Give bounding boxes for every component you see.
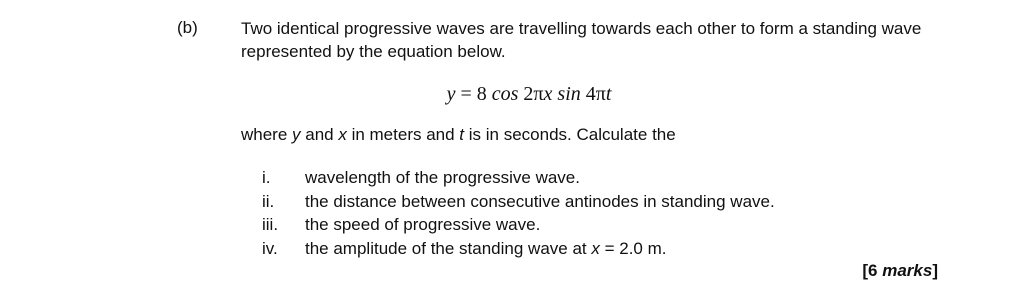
- item-number: iv.: [262, 238, 278, 258]
- equation-sin-arg-num: 4π: [585, 83, 606, 105]
- where-text-3: in meters and: [346, 125, 460, 144]
- item-var-x: x: [591, 238, 600, 258]
- where-var-t: t: [459, 125, 465, 144]
- item-text: the distance between consecutive antinodes in standing wave.: [305, 191, 775, 211]
- equation-cos-arg-num: 2π: [523, 83, 544, 105]
- item-number: ii.: [262, 191, 275, 211]
- question-intro: Two identical progressive waves are travelling towards each other to form a standing wave represented by the equation below.: [241, 19, 922, 61]
- equation-coefficient: 8: [476, 83, 487, 105]
- where-var-y: y: [292, 125, 301, 144]
- marks-word: marks: [882, 261, 933, 280]
- marks-open: [6: [862, 261, 883, 280]
- item-text: the speed of progressive wave.: [305, 215, 541, 234]
- equation-cos: cos: [491, 83, 519, 105]
- where-text-4: is in seconds. Calculate the: [464, 125, 676, 144]
- standing-wave-equation: [0, 82, 1022, 106]
- item-text-after: = 2.0 m.: [599, 238, 667, 258]
- equation-lhs: y: [446, 83, 456, 105]
- equation-equals: =: [460, 83, 472, 105]
- marks-close: ]: [932, 261, 938, 280]
- equation-sin-arg-var: t: [605, 83, 612, 105]
- marks-allocation: [862, 260, 938, 282]
- item-text-before: the amplitude of the standing wave at: [305, 238, 592, 258]
- where-var-x: x: [338, 125, 347, 144]
- item-number: iii.: [262, 215, 279, 234]
- where-text-2: and: [300, 125, 339, 144]
- item-number: i.: [262, 168, 271, 187]
- where-text-1: where: [241, 125, 293, 144]
- part-label: (b): [177, 18, 198, 37]
- variable-definitions: [241, 124, 676, 146]
- item-text: wavelength of the progressive wave.: [305, 168, 580, 187]
- item-text: [305, 238, 666, 260]
- equation-cos-arg-var: x: [543, 83, 553, 105]
- equation-sin: sin: [557, 83, 581, 105]
